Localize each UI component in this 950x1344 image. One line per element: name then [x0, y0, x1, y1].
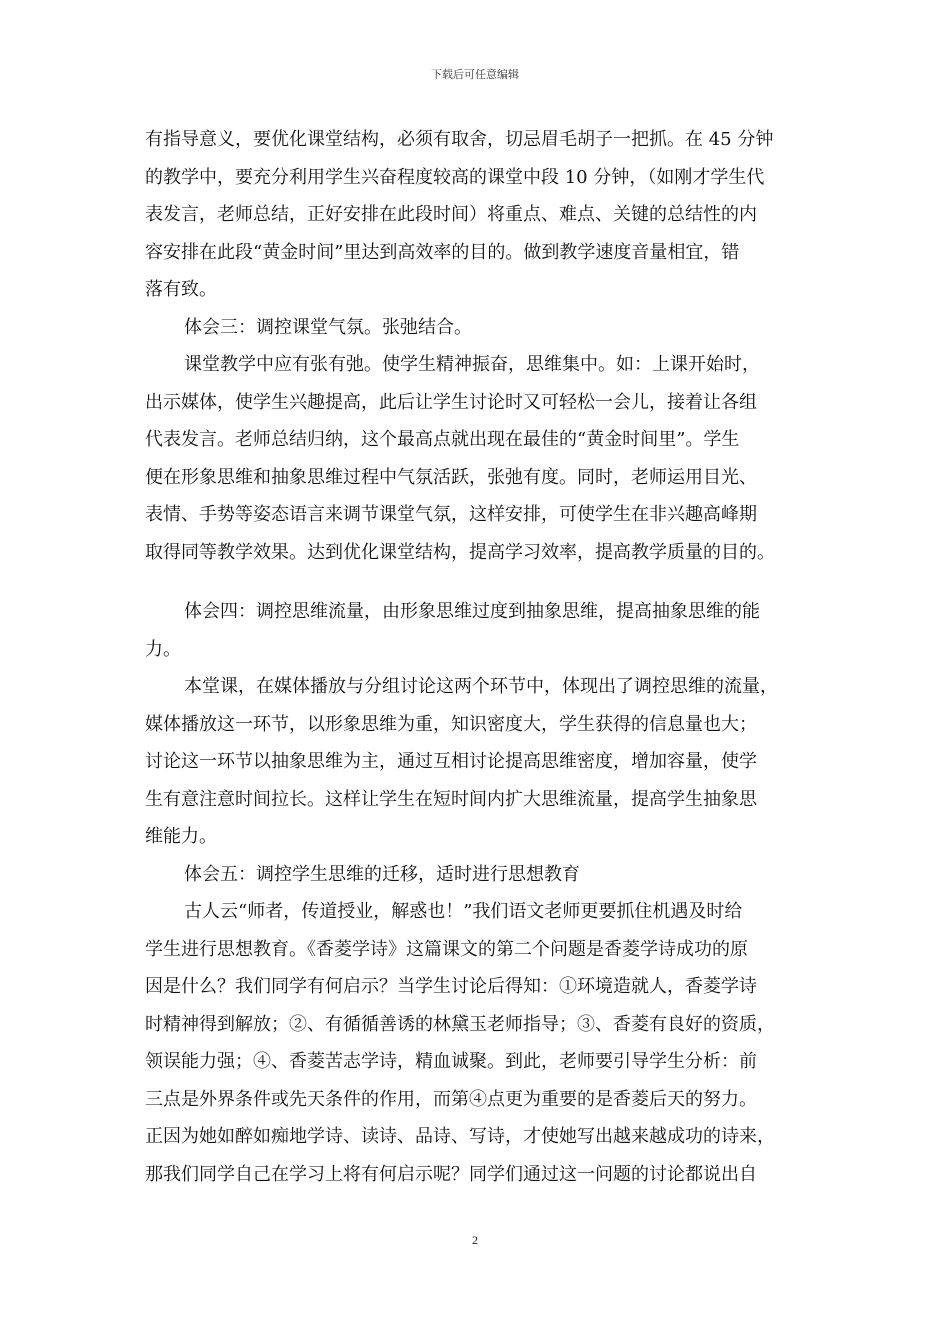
- text-line: 讨论这一环节以抽象思维为主，通过互相讨论提高思维密度，增加容量，使学: [145, 751, 757, 772]
- text-line: 表发言，老师总结，正好安排在此段时间）将重点、难点、关键的总结性的内: [145, 204, 757, 225]
- document-body: [145, 121, 825, 1193]
- text-line: 的教学中，要充分利用学生兴奋程度较高的课堂中段 10 分钟，（如刚才学生代: [145, 166, 765, 188]
- section-heading: 体会五：调控学生思维的迁移，适时进行思想教育: [184, 863, 580, 885]
- text-line: 代表发言。老师总结归纳，这个最高点就出现在最佳的“黄金时间里”。学生: [145, 429, 740, 450]
- text-line: 出示媒体，使学生兴趣提高，此后让学生讨论时又可轻松一会儿，接着让各组: [145, 391, 757, 413]
- text-line: 取得同等教学效果。达到优化课堂结构，提高学习效率，提高教学质量的目的。: [145, 541, 775, 563]
- text-line: 古人云“师者，传道授业，解惑也！”我们语文老师更要抓住机遇及时给: [184, 901, 743, 922]
- paragraph-gap: [145, 571, 825, 593]
- text-line: 便在形象思维和抽象思维过程中气氛活跃，张弛有度。同时，老师运用目光、: [145, 466, 757, 488]
- text-line: 正因为她如醉如痴地学诗、读诗、品诗、写诗，才使她写出越来越成功的诗来，: [145, 1126, 775, 1147]
- text-line: 课堂教学中应有张有弛。使学生精神振奋，思维集中。如：上课开始时，: [184, 354, 760, 375]
- text-line: 时精神得到解放；②、有循循善诱的林黛玉老师指导；③、香菱有良好的资质，: [145, 1013, 775, 1035]
- text-line: 本堂课，在媒体播放与分组讨论这两个环节中，体现出了调控思维的流量，: [184, 676, 778, 697]
- text-line: 落有致。: [145, 279, 217, 300]
- text-line: 维能力。: [145, 826, 217, 847]
- text-line: 有指导意义，要优化课堂结构，必须有取舍，切忌眉毛胡子一把抓。在 45 分钟: [145, 129, 774, 150]
- text-line: 三点是外界条件或先天条件的作用，而第④点更为重要的是香菱后天的努力。: [145, 1088, 757, 1110]
- text-line: 媒体播放这一环节，以形象思维为重，知识密度大，学生获得的信息量也大；: [145, 713, 757, 735]
- section-heading: 体会三：调控课堂气氛。张弛结合。: [184, 316, 472, 338]
- text-line: 学生进行思想教育。《香菱学诗》这篇课文的第二个问题是香菱学诗成功的原: [145, 938, 748, 960]
- text-line: 容安排在此段“黄金时间”里达到高效率的目的。做到教学速度音量相宜，错: [145, 241, 740, 263]
- text-line: 因是什么？我们同学有何启示？当学生讨论后得知：①环境造就人，香菱学诗: [145, 976, 757, 997]
- text-line: 力。: [145, 638, 181, 660]
- section-heading: 体会四：调控思维流量，由形象思维过度到抽象思维，提高抽象思维的能: [184, 601, 760, 622]
- text-line: 表情、手势等姿态语言来调节课堂气氛，这样安排，可使学生在非兴趣高峰期: [145, 504, 757, 525]
- page-number: 2: [472, 1233, 478, 1247]
- page-header: 下载后可任意编辑: [431, 68, 519, 81]
- text-line: 领误能力强；④、香菱苦志学诗，精血诚聚。到此，老师要引导学生分析：前: [145, 1051, 757, 1072]
- text-line: 那我们同学自己在学习上将有何启示呢？同学们通过这一问题的讨论都说出自: [145, 1163, 757, 1185]
- text-line: 生有意注意时间拉长。这样让学生在短时间内扩大思维流量，提高学生抽象思: [145, 788, 757, 810]
